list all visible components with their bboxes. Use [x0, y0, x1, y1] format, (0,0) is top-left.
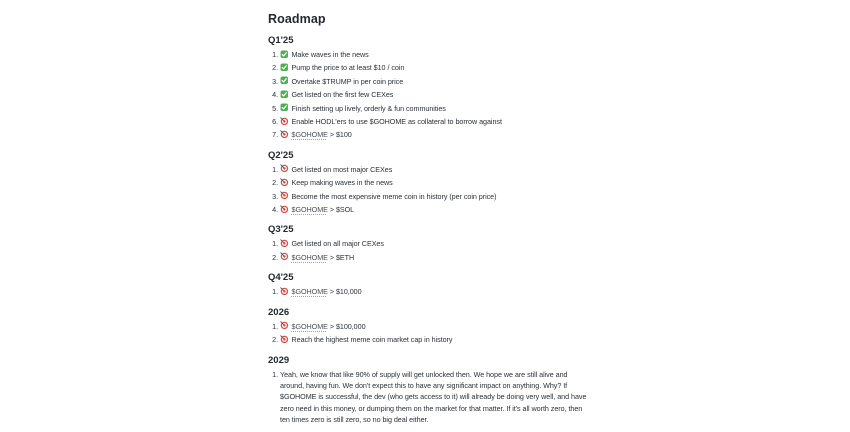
gohome-token-link[interactable]: $GOHOME — [291, 130, 328, 140]
item-text: Finish setting up lively, orderly & fun communities — [291, 103, 446, 113]
section-heading: Q4'25 — [268, 272, 294, 284]
roadmap-item — [280, 204, 590, 215]
roadmap-list — [268, 286, 590, 297]
item-text: Get listed on most major CEXes — [291, 164, 393, 174]
direct-hit-emoji-icon — [280, 130, 289, 139]
direct-hit-emoji-icon — [280, 178, 289, 187]
gohome-token-link[interactable]: $GOHOME — [291, 321, 328, 331]
roadmap-section-q1-25 — [268, 35, 590, 141]
item-text: Become the most expensive meme coin in history (per coin price) — [291, 191, 497, 201]
item-text: Get listed on the first few CEXes — [291, 90, 394, 100]
roadmap-item — [280, 369, 590, 426]
check-mark-emoji-icon — [280, 90, 289, 99]
roadmap-item — [280, 321, 590, 332]
item-text: Yeah, we know that like 90% of supply will get unlocked then. We hope we are still alive and around, having fun. We don't expect this to have any significant impact on anything. Why? If $GOHOME is successful, the dev (who gets access to it) will already be doing very well, and have zero need in this money, or dumping them on the market for that matter. If it's all worth zero, then ten times zero is still zero, so no big deal either. — [280, 369, 587, 425]
direct-hit-emoji-icon — [280, 287, 289, 296]
roadmap-item — [280, 164, 590, 175]
direct-hit-emoji-icon — [280, 164, 289, 173]
roadmap-item — [280, 116, 590, 127]
item-text: Pump the price to at least $10 / coin — [291, 63, 405, 73]
direct-hit-emoji-icon — [280, 191, 289, 200]
direct-hit-emoji-icon — [280, 117, 289, 126]
direct-hit-emoji-icon — [280, 205, 289, 214]
direct-hit-emoji-icon — [280, 321, 289, 330]
gohome-token-link[interactable]: $GOHOME — [291, 205, 328, 215]
section-heading: 2026 — [268, 306, 290, 318]
item-text: Make waves in the news — [291, 50, 369, 59]
gohome-token-link[interactable]: $GOHOME — [291, 252, 328, 262]
item-text: Keep making waves in the news — [291, 178, 393, 188]
roadmap-item — [280, 62, 590, 73]
section-heading: 2029 — [268, 354, 290, 366]
roadmap-item — [280, 334, 590, 345]
item-text: Enable HODL'ers to use $GOHOME as collateral to borrow against — [291, 117, 502, 127]
roadmap-item — [280, 252, 590, 263]
item-text: > $SOL — [327, 205, 355, 215]
roadmap-item — [280, 89, 590, 100]
roadmap-item — [280, 238, 590, 249]
roadmap-list — [268, 369, 590, 426]
roadmap-item — [280, 49, 590, 60]
item-text: > $100,000 — [327, 321, 366, 331]
item-text: > $10,000 — [327, 287, 362, 297]
roadmap-item — [280, 191, 590, 202]
page-title: Roadmap — [268, 12, 326, 26]
check-mark-emoji-icon — [280, 50, 289, 59]
item-text: Reach the highest meme coin market cap in history — [291, 335, 453, 345]
roadmap-section-q3-25 — [268, 224, 590, 263]
section-heading: Q1'25 — [268, 35, 294, 46]
roadmap-sections — [268, 35, 590, 426]
check-mark-emoji-icon — [280, 63, 289, 72]
roadmap-item — [280, 286, 590, 297]
item-text: > $ETH — [327, 252, 355, 262]
item-text: Get listed on all major CEXes — [291, 239, 384, 249]
roadmap-list — [268, 321, 590, 346]
roadmap-item — [280, 76, 590, 87]
roadmap-item — [280, 129, 590, 140]
direct-hit-emoji-icon — [280, 335, 289, 344]
roadmap-list — [268, 238, 590, 263]
roadmap-list — [268, 164, 590, 216]
roadmap-item — [280, 103, 590, 114]
item-text: Overtake $TRUMP in per coin price — [291, 76, 404, 86]
roadmap-section-q4-25 — [268, 272, 590, 297]
roadmap-document — [268, 12, 590, 426]
section-heading: Q2'25 — [268, 149, 294, 161]
roadmap-section-2029 — [268, 355, 590, 426]
item-text: > $100 — [327, 130, 352, 140]
section-heading: Q3'25 — [268, 224, 294, 236]
check-mark-emoji-icon — [280, 76, 289, 85]
roadmap-list — [268, 49, 590, 141]
roadmap-section-2026 — [268, 307, 590, 346]
roadmap-item — [280, 177, 590, 188]
check-mark-emoji-icon — [280, 103, 289, 112]
direct-hit-emoji-icon — [280, 239, 289, 248]
roadmap-section-q2-25 — [268, 150, 590, 216]
gohome-token-link[interactable]: $GOHOME — [291, 287, 328, 297]
direct-hit-emoji-icon — [280, 252, 289, 261]
